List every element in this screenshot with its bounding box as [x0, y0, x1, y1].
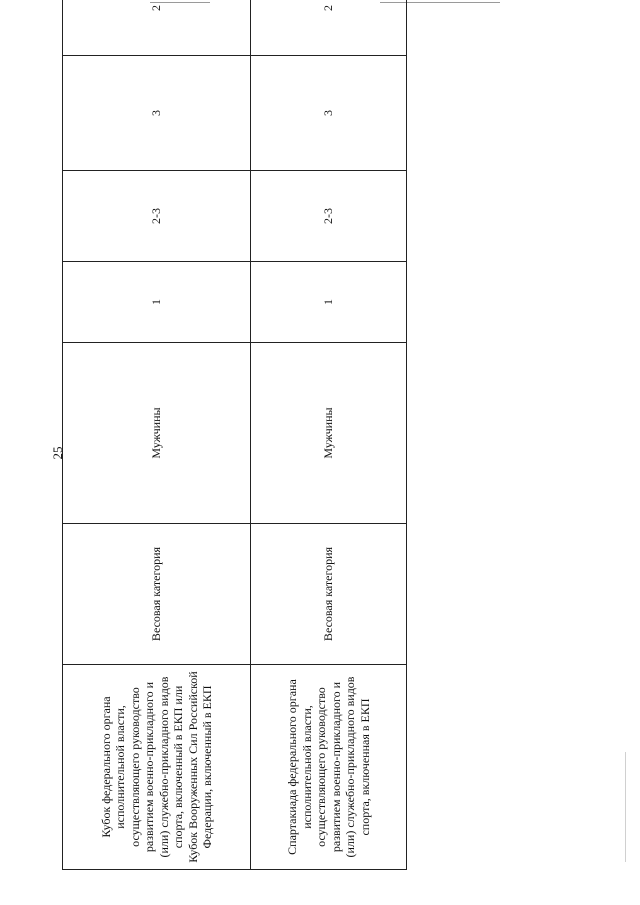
competition-name: Кубок федерального органа исполнительной власти, осуществляющего руководство развитием военно-прикладного и (или) служебно-прикладного видов спорта, включенный в ЕКП или Кубок Вооруженных Сил Российской Федерации, включенный в ЕКП	[98, 671, 214, 863]
rotated-table-container	[62, 5, 406, 870]
competition-cell	[251, 665, 407, 870]
value-b: 2-3	[149, 208, 164, 224]
value-c: 3	[149, 110, 164, 116]
competition-cell	[63, 665, 251, 870]
table-row	[63, 0, 251, 870]
page-number-text: 25	[50, 446, 65, 460]
scan-artifact	[625, 752, 626, 862]
value-d: 2	[149, 5, 164, 11]
value-cell-a	[251, 262, 407, 343]
value-c: 3	[321, 110, 336, 116]
category-text: Весовая категория	[149, 546, 164, 642]
value-cell-a	[63, 262, 251, 343]
value-cell-d	[251, 0, 407, 56]
gender-cell	[63, 343, 251, 524]
value-a: 1	[149, 299, 164, 305]
table-row	[251, 0, 407, 870]
gender-text: Мужчины	[149, 407, 164, 459]
category-cell	[63, 524, 251, 665]
value-d: 2	[321, 5, 336, 11]
value-b: 2-3	[321, 208, 336, 224]
value-cell-b	[251, 171, 407, 262]
value-cell-d	[63, 0, 251, 56]
category-cell	[251, 524, 407, 665]
value-cell-c	[63, 56, 251, 171]
category-text: Весовая категория	[321, 546, 336, 642]
competition-name: Спартакиада федерального органа исполнительной власти, осуществляющего руководство развитием военно-прикладного и (или) служебно-прикладного видов спорта, включенная в ЕКП	[285, 676, 372, 858]
value-a: 1	[321, 299, 336, 305]
gender-cell	[251, 343, 407, 524]
requirements-table	[62, 0, 407, 870]
value-cell-b	[63, 171, 251, 262]
value-cell-c	[251, 56, 407, 171]
gender-text: Мужчины	[321, 407, 336, 459]
